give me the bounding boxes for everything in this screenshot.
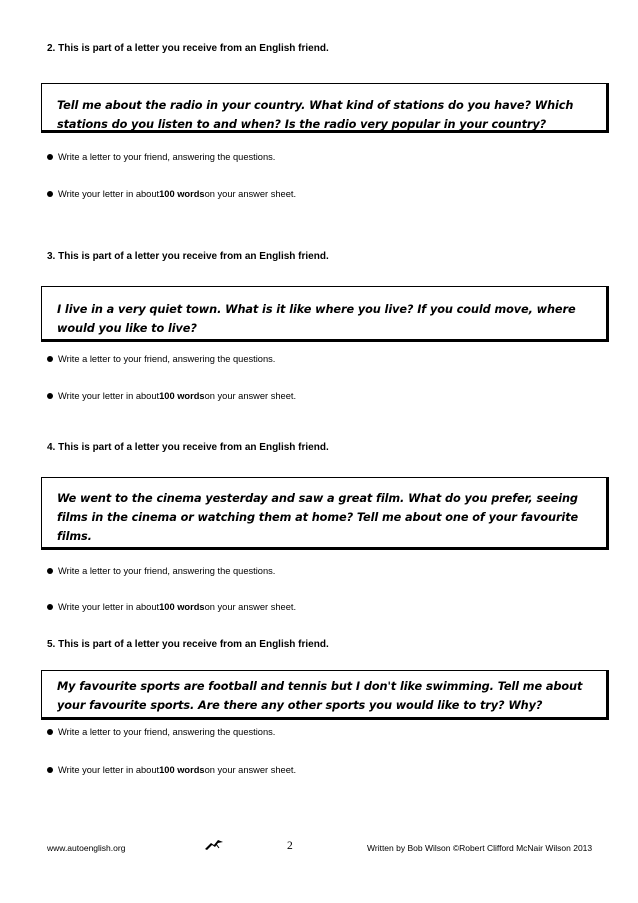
bullet-icon: [47, 729, 53, 735]
section-4-instruction-2: Write your letter in about 100 words on your answer sheet.: [47, 602, 296, 612]
letter-line: films in the cinema or watching them at home? Tell me about one of your favourite: [57, 511, 579, 524]
letter-line: My favourite sports are football and tennis but I don't like swimming. Tell me about: [57, 680, 583, 693]
section-3-heading: 3. This is part of a letter you receive from an English friend.: [47, 251, 329, 262]
page-number: 2: [287, 840, 293, 852]
bullet-icon: [47, 604, 53, 610]
section-5-heading: 5. This is part of a letter you receive from an English friend.: [47, 639, 329, 650]
letter-line: stations do you listen to and when? Is the radio very popular in your country?: [57, 118, 547, 131]
bullet-icon: [47, 154, 53, 160]
section-3-instruction-1: Write a letter to your friend, answering the questions.: [47, 354, 275, 364]
footer-credit: Written by Bob Wilson ©Robert Clifford McNair Wilson 2013: [367, 843, 593, 853]
section-5-instruction-1: Write a letter to your friend, answering the questions.: [47, 727, 275, 737]
section-4-instruction-1: Write a letter to your friend, answering the questions.: [47, 566, 275, 576]
section-4-letter-box: [41, 477, 609, 550]
letter-line: would you like to live?: [57, 322, 197, 335]
section-2-instruction-2: Write your letter in about 100 words on your answer sheet.: [47, 189, 296, 199]
letter-line: Tell me about the radio in your country. What kind of stations do you have? Which: [57, 99, 574, 112]
section-2-instruction-1: Write a letter to your friend, answering the questions.: [47, 152, 275, 162]
letter-line: your favourite sports. Are there any other sports you would like to try? Why?: [57, 699, 543, 712]
bird-logo-icon: [203, 836, 225, 852]
section-2-heading: 2. This is part of a letter you receive from an English friend.: [47, 43, 329, 54]
section-5-instruction-2: Write your letter in about 100 words on your answer sheet.: [47, 765, 296, 775]
letter-line: I live in a very quiet town. What is it like where you live? If you could move, where: [57, 303, 576, 316]
section-3-letter-box: [41, 286, 609, 342]
letter-line: We went to the cinema yesterday and saw a great film. What do you prefer, seeing: [57, 492, 578, 505]
bullet-icon: [47, 356, 53, 362]
section-2-letter-box: [41, 83, 609, 133]
footer-website: www.autoenglish.org: [47, 843, 126, 853]
bullet-icon: [47, 393, 53, 399]
bullet-icon: [47, 568, 53, 574]
section-3-instruction-2: Write your letter in about 100 words on your answer sheet.: [47, 391, 296, 401]
bullet-icon: [47, 767, 53, 773]
section-5-letter-box: [41, 670, 609, 720]
section-4-heading: 4. This is part of a letter you receive from an English friend.: [47, 442, 329, 453]
letter-line: films.: [57, 530, 92, 543]
bullet-icon: [47, 191, 53, 197]
